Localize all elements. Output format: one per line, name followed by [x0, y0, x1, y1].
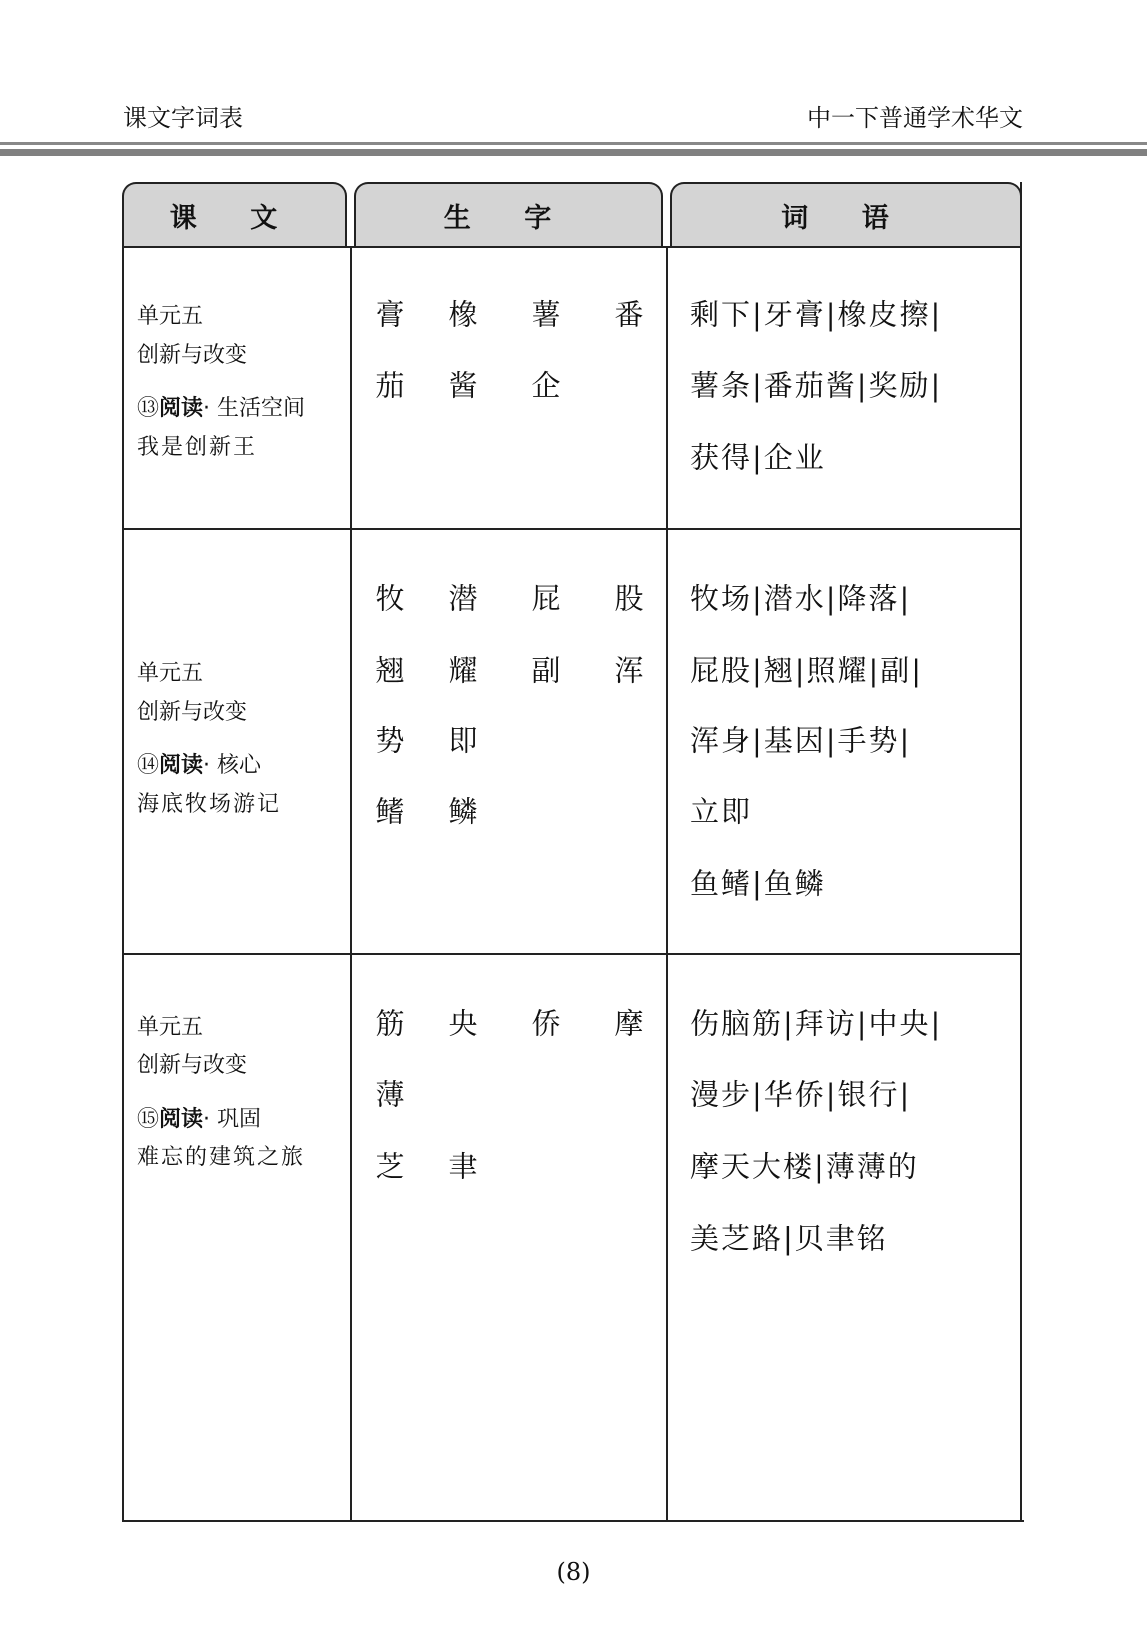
word-line: 美芝路|贝聿铭 — [690, 1221, 888, 1256]
new-character: 茄 — [375, 368, 405, 403]
new-character: 薯 — [531, 297, 561, 332]
lesson-type: 阅读 — [159, 396, 204, 421]
header-right: 中一下普通学术华文 — [807, 104, 1023, 132]
lesson-theme: 创新与改变 — [137, 343, 248, 368]
lesson-title: 我是创新王 — [137, 435, 258, 460]
column-header-new-chars: 生 字 — [354, 182, 663, 246]
word-line: 浑身|基因|手势| — [690, 723, 912, 758]
lesson-number: ⑮ — [137, 1107, 160, 1132]
new-character: 屁 — [531, 581, 561, 616]
table-line — [350, 246, 352, 1522]
new-character: 企 — [531, 368, 561, 403]
new-character: 芝 — [375, 1149, 405, 1184]
word-line: 获得|企业 — [690, 440, 826, 475]
new-character: 股 — [614, 581, 644, 616]
lesson-title: 难忘的建筑之旅 — [137, 1145, 306, 1170]
lesson-theme: 创新与改变 — [137, 700, 248, 725]
column-header-lesson: 课 文 — [122, 182, 347, 246]
word-line: 牧场|潜水|降落| — [690, 581, 912, 616]
new-character: 鳍 — [375, 794, 405, 829]
new-character: 番 — [614, 297, 644, 332]
table-line — [666, 246, 668, 1522]
page-number: (8) — [556, 1558, 591, 1586]
new-character: 筋 — [375, 1006, 405, 1041]
new-character: 牧 — [375, 581, 405, 616]
new-character: 耀 — [448, 653, 478, 688]
new-character: 鳞 — [448, 794, 478, 829]
table-line — [122, 246, 1022, 248]
lesson-unit: 单元五 — [137, 1015, 204, 1040]
new-character: 摩 — [614, 1006, 644, 1041]
new-character: 势 — [375, 723, 405, 758]
new-character: 膏 — [375, 297, 405, 332]
new-character: 聿 — [448, 1149, 478, 1184]
lesson-unit: 单元五 — [137, 661, 204, 686]
word-line: 屁股|翘|照耀|副| — [690, 653, 924, 688]
lesson-title: 海底牧场游记 — [137, 792, 282, 817]
table-line — [122, 1520, 1024, 1522]
new-character: 薄 — [375, 1077, 405, 1112]
lesson-label — [137, 1102, 261, 1133]
table-line — [1020, 182, 1022, 1522]
column-header-words: 词 语 — [670, 182, 1022, 246]
lesson-level: · 生活空间 — [203, 396, 306, 421]
header-rule — [0, 142, 1147, 145]
new-character: 翘 — [375, 653, 405, 688]
word-line: 立即 — [690, 794, 753, 829]
word-line: 鱼鳍|鱼鳞 — [690, 866, 826, 901]
new-character: 酱 — [448, 368, 478, 403]
lesson-theme: 创新与改变 — [137, 1053, 248, 1078]
word-line: 摩天大楼|薄薄的 — [690, 1149, 919, 1184]
lesson-level: · 核心 — [203, 753, 262, 778]
table-line — [122, 953, 1022, 955]
lesson-unit: 单元五 — [137, 304, 204, 329]
new-character: 橡 — [448, 297, 478, 332]
word-line: 漫步|华侨|银行| — [690, 1077, 912, 1112]
new-character: 副 — [531, 653, 561, 688]
lesson-type: 阅读 — [159, 753, 204, 778]
lesson-number: ⑬ — [137, 396, 160, 421]
new-character: 即 — [448, 723, 478, 758]
header-rule-thick — [0, 149, 1147, 156]
lesson-label — [137, 391, 305, 422]
new-character: 浑 — [614, 653, 644, 688]
lesson-level: · 巩固 — [203, 1107, 262, 1132]
header-left: 课文字词表 — [123, 104, 243, 132]
table-line — [122, 246, 124, 1522]
lesson-type: 阅读 — [159, 1107, 204, 1132]
word-line: 剩下|牙膏|橡皮擦| — [690, 297, 943, 332]
new-character: 潜 — [448, 581, 478, 616]
word-line: 薯条|番茄酱|奖励| — [690, 368, 943, 403]
lesson-label — [137, 748, 261, 779]
word-line: 伤脑筋|拜访|中央| — [690, 1006, 943, 1041]
lesson-number: ⑭ — [137, 753, 160, 778]
table-line — [122, 528, 1022, 530]
new-character: 侨 — [531, 1006, 561, 1041]
new-character: 央 — [448, 1006, 478, 1041]
